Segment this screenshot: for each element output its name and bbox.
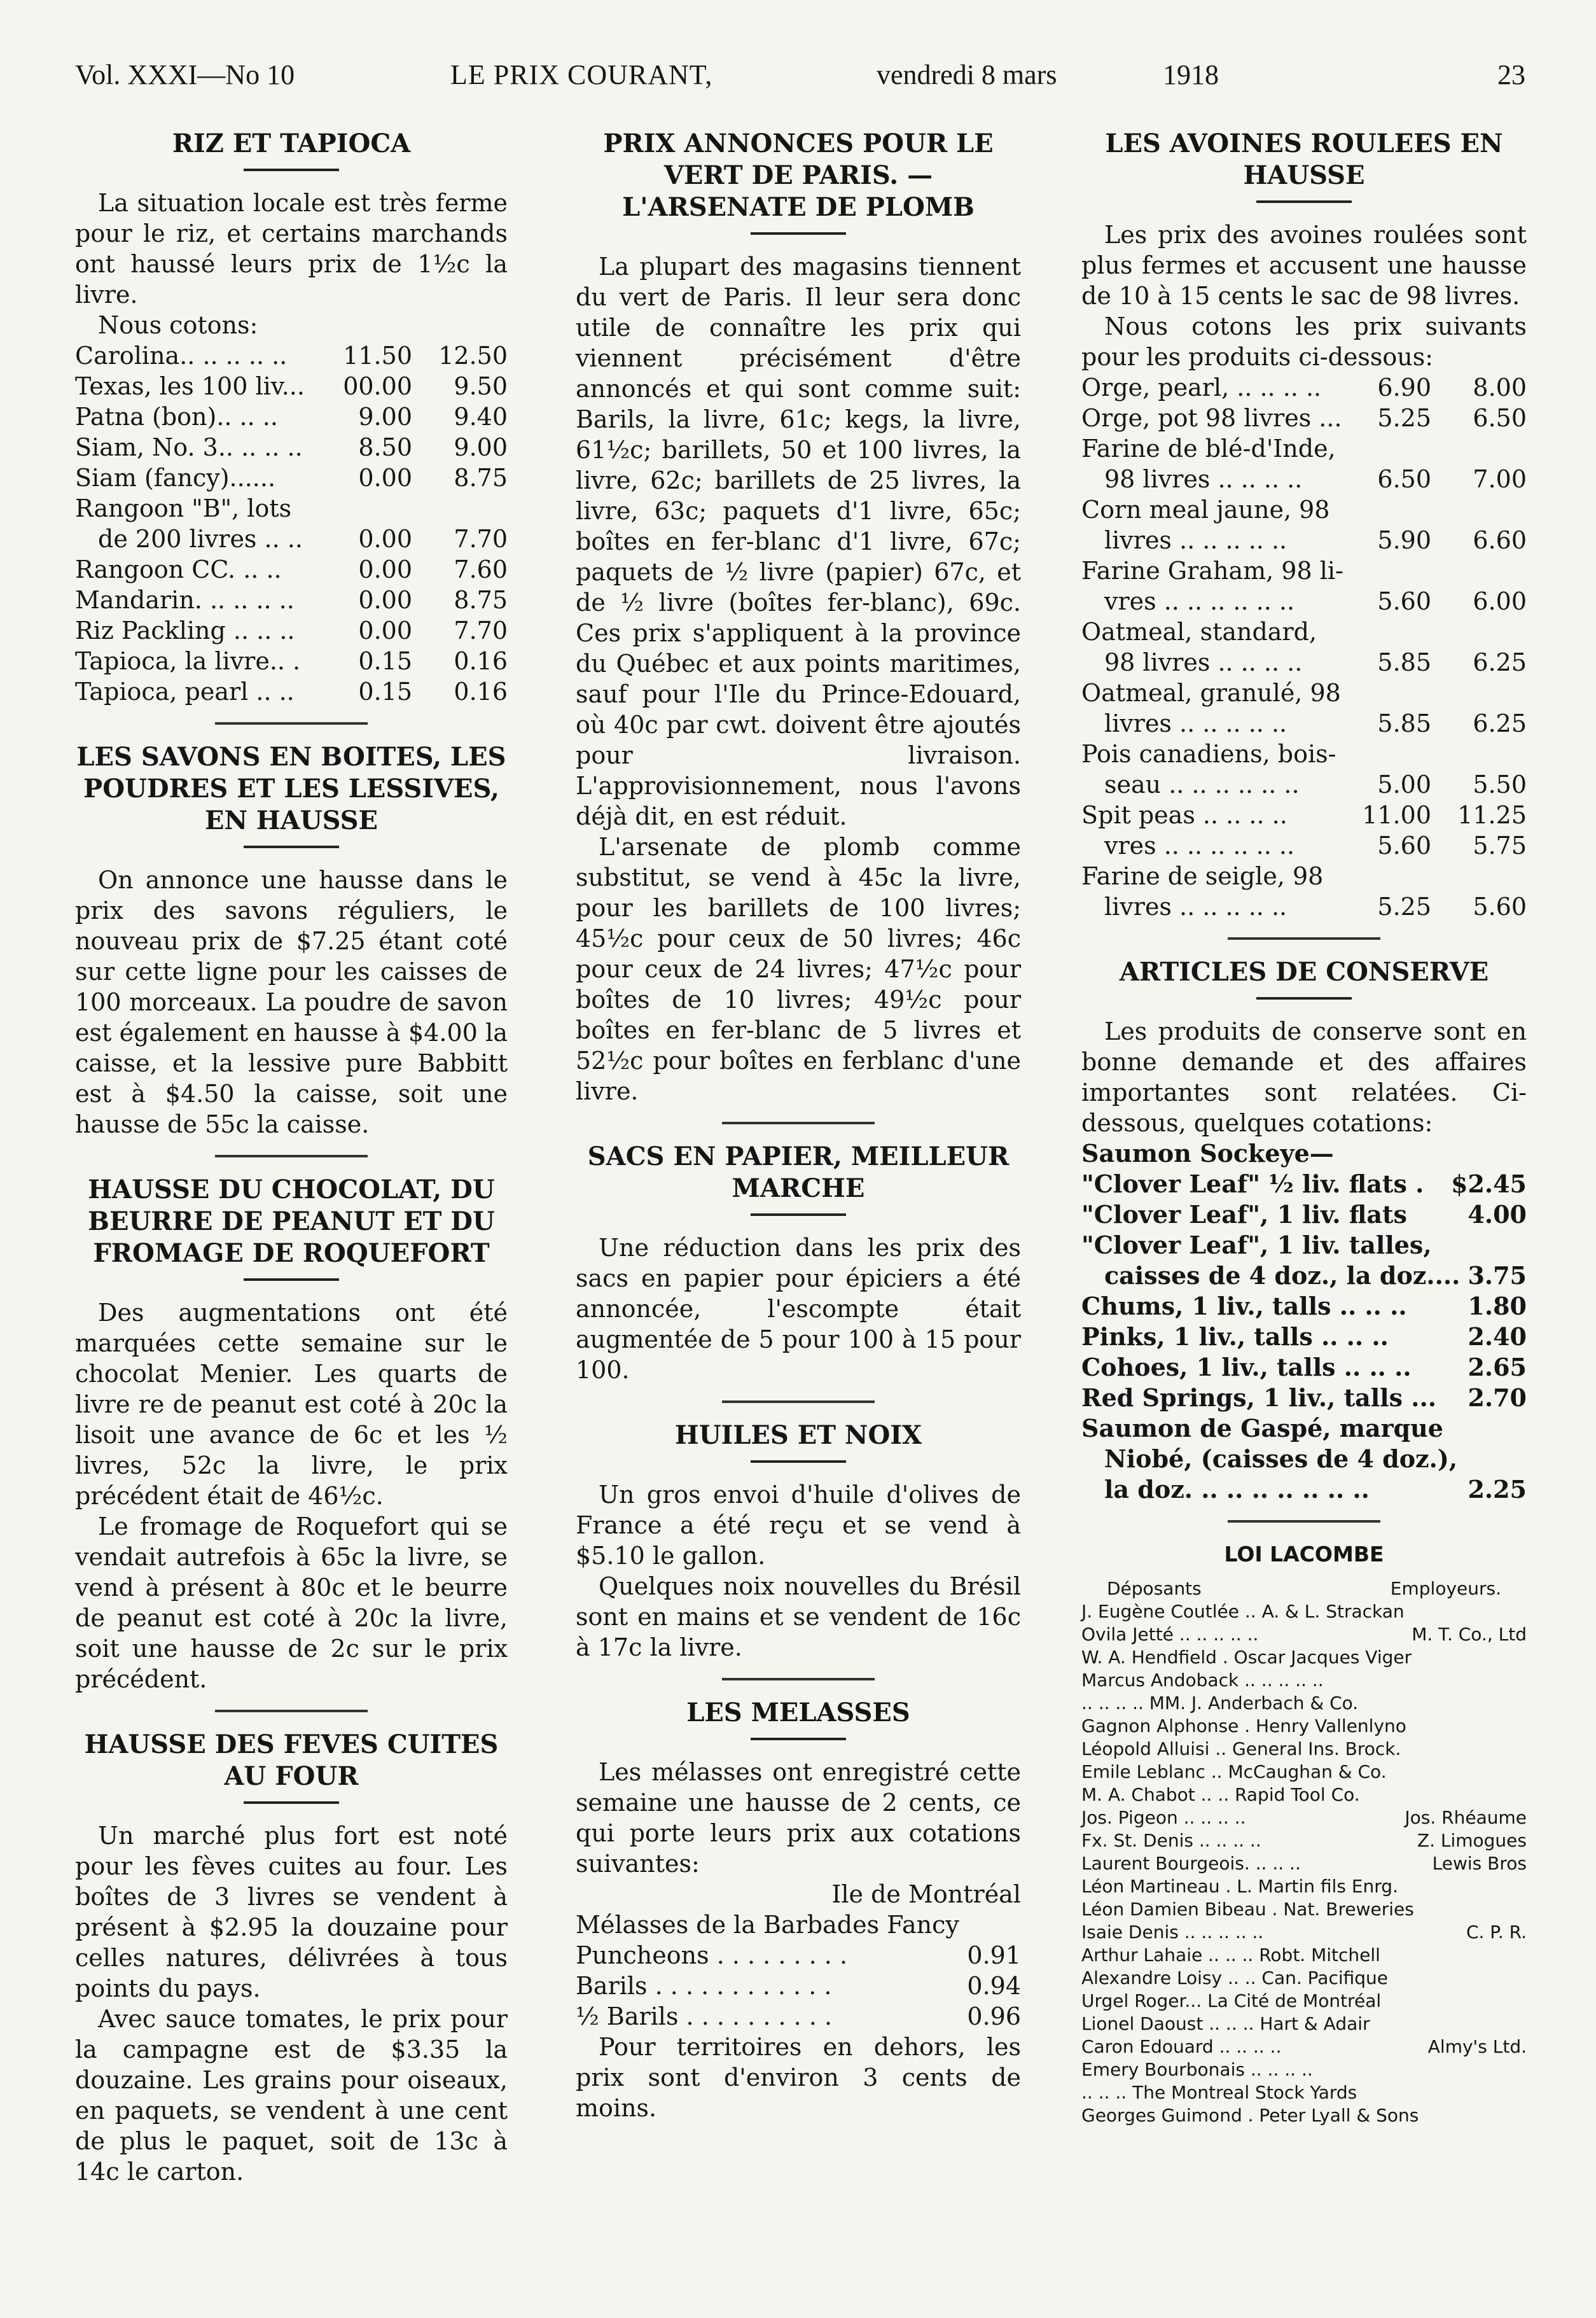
loi-left: Lionel Daoust .. .. .. Hart & Adair <box>1081 2013 1370 2034</box>
loi-right: Z. Limogues <box>1417 1830 1527 1851</box>
price-label: Rangoon "B", lots <box>75 494 292 522</box>
loi-row <box>1081 1738 1527 1761</box>
loi-row <box>1081 2013 1527 2035</box>
melasses-row <box>576 2001 1021 2032</box>
price-low: 0.00 <box>358 525 412 553</box>
price-label: Spit peas .. .. .. .. <box>1081 801 1287 829</box>
price-high: 7.60 <box>454 555 508 583</box>
sacs-text: Une réduction dans les prix des sacs en papier pour épiciers a été annoncée, l'escompte était augmentée de 5 pour 100 à 15 pour 100. <box>576 1234 1021 1384</box>
sacs-heading: SACS EN PAPIER, MEILLEUR MARCHE <box>587 1142 1010 1203</box>
section-separator <box>215 722 368 725</box>
loi-left: .. .. .. The Montreal Stock Yards <box>1081 2082 1357 2103</box>
price-label: seau .. .. .. .. .. .. <box>1104 771 1300 799</box>
price-row <box>75 432 508 463</box>
section-separator <box>722 1400 875 1403</box>
price-high: 0.16 <box>454 678 508 706</box>
price-row <box>75 646 508 676</box>
price-low: 0.00 <box>358 464 412 492</box>
price-label: Siam, No. 3.. .. .. .. <box>75 433 303 461</box>
loi-row <box>1081 2104 1527 2127</box>
price-low: 6.50 <box>1377 465 1431 493</box>
price-high <box>1450 617 1527 647</box>
rule <box>244 1278 339 1281</box>
price-label: Orge, pot 98 livres ... <box>1081 404 1342 432</box>
loi-head-left: Déposants <box>1107 1578 1202 1599</box>
price-high: 5.50 <box>1473 771 1527 799</box>
price-label: livres .. .. .. .. .. <box>1104 893 1287 921</box>
price-label: vres .. .. .. .. .. .. <box>1104 832 1295 860</box>
price-row <box>75 585 508 615</box>
loi-left: Urgel Roger... La Cité de Montréal <box>1081 1990 1382 2011</box>
savons-heading: LES SAVONS EN BOITES, LES POUDRES ET LES LESSIVES, EN HAUSSE <box>76 742 506 835</box>
loi-left: W. A. Hendfield . Oscar Jacques Viger <box>1081 1647 1412 1668</box>
loi-right: C. P. R. <box>1466 1922 1527 1943</box>
price-label: Oatmeal, granulé, 98 <box>1081 679 1341 707</box>
loi-left: Gagnon Alphonse . Henry Vallenlyno <box>1081 1715 1406 1736</box>
price-low: 0.00 <box>358 617 412 645</box>
huiles-text-1: Un gros envoi d'huile d'olives de France a été reçu et se vend à $5.10 le gallon. <box>576 1481 1021 1570</box>
price-low: 0.00 <box>358 586 412 614</box>
conserve-label: "Clover Leaf" ½ liv. flats . <box>1081 1169 1424 1198</box>
price-low <box>1361 739 1431 769</box>
loi-column-headers <box>1081 1577 1527 1600</box>
price-high <box>1450 555 1527 586</box>
price-row <box>75 463 508 493</box>
feves-heading: HAUSSE DES FEVES CUITES AU FOUR <box>84 1729 499 1791</box>
price-row <box>1081 372 1527 403</box>
price-high: 12.50 <box>438 342 508 370</box>
price-row <box>1081 617 1527 647</box>
conserve-label: Saumon de Gaspé, marque <box>1081 1414 1443 1442</box>
price-low: 6.90 <box>1377 374 1431 401</box>
conserves-subhead: Saumon Sockeye— <box>1081 1139 1334 1168</box>
price-label: Oatmeal, standard, <box>1081 618 1317 646</box>
loi-right: M. T. Co., Ltd <box>1412 1624 1527 1645</box>
conserve-label: Cohoes, 1 liv., talls .. .. .. <box>1081 1353 1412 1381</box>
conserves-price-list <box>1081 1169 1527 1505</box>
price-low: 5.25 <box>1377 893 1431 921</box>
rule <box>751 1213 846 1216</box>
conserve-price: 2.65 <box>1468 1353 1527 1381</box>
riz-intro: La situation locale est très ferme pour le riz, et certains marchands ont haussé leurs prix de 1½c la livre. <box>75 189 508 309</box>
loi-left: Laurent Bourgeois. .. .. .. <box>1081 1853 1301 1874</box>
price-row <box>1081 555 1527 586</box>
conserve-row <box>1081 1230 1527 1260</box>
price-label: Farine de seigle, 98 <box>1081 862 1324 890</box>
loi-row <box>1081 1829 1527 1852</box>
price-label: livres .. .. .. .. .. <box>1104 709 1287 737</box>
section-separator <box>215 1155 368 1157</box>
price-high: 7.00 <box>1473 465 1527 493</box>
price-row <box>75 371 508 401</box>
conserve-price: 2.40 <box>1468 1322 1527 1351</box>
avoines-text-1: Les prix des avoines roulées sont plus fermes et accusent une hausse de 10 à 15 cents le sac de 98 livres. <box>1081 221 1527 310</box>
price-label: Farine de blé-d'Inde, <box>1081 435 1336 463</box>
melasses-subhead: Mélasses de la Barbades Fancy <box>576 1911 959 1939</box>
section-separator <box>1228 1520 1380 1523</box>
price-low: 0.15 <box>358 647 412 675</box>
melasses-price: 0.94 <box>967 1972 1021 2000</box>
loi-left: Emile Leblanc .. McCaughan & Co. <box>1081 1761 1387 1782</box>
price-low: 5.00 <box>1377 771 1431 799</box>
price-label: Pois canadiens, bois- <box>1081 740 1336 768</box>
conserves-text: Les produits de conserve sont en bonne demande et des affaires importantes sont relatées. Ci-dessous, quelques cotations: <box>1081 1017 1527 1137</box>
price-low: 5.60 <box>1377 832 1431 860</box>
price-row <box>1081 678 1527 708</box>
price-high <box>1450 494 1527 525</box>
price-row <box>1081 525 1527 555</box>
loi-row <box>1081 1990 1527 2013</box>
price-high: 9.00 <box>454 433 508 461</box>
price-low: 00.00 <box>343 372 412 400</box>
loi-right: Jos. Rhéaume <box>1405 1807 1527 1828</box>
avoines-text-2: Nous cotons les prix suivants pour les produits ci-dessous: <box>1081 312 1527 371</box>
price-row <box>75 615 508 646</box>
loi-row <box>1081 1669 1527 1692</box>
issue-date: vendredi 8 mars <box>877 59 1057 90</box>
loi-list <box>1081 1577 1527 2127</box>
loi-left: Léopold Alluisi .. General Ins. Brock. <box>1081 1738 1401 1759</box>
price-low: 0.15 <box>358 678 412 706</box>
rule <box>751 1738 846 1740</box>
price-row <box>1081 800 1527 830</box>
conserve-row <box>1081 1474 1527 1505</box>
price-row <box>75 524 508 554</box>
price-label: livres .. .. .. .. .. <box>1104 526 1287 554</box>
price-high <box>1450 861 1527 891</box>
feves-text-1: Un marché plus fort est noté pour les fèves cuites au four. Les boîtes de 3 livres se vendent à présent à $2.95 la douzaine pour celles natures, délivrées à tous points du pays. <box>75 1822 508 2002</box>
price-high <box>1450 678 1527 708</box>
loi-row <box>1081 1944 1527 1967</box>
price-label: Riz Packling .. .. .. <box>75 617 295 645</box>
melasses-row <box>576 1940 1021 1971</box>
rule <box>751 1460 846 1463</box>
vert-text-1: La plupart des magasins tiennent du vert de Paris. Il leur sera donc utile de connaître les prix qui viennent précisément d'être annoncés et qui sont comme suit: Barils, la livre, 61c; kegs, la livre, 61½c; barillets, 50 et 100 livres, la livre, 62c; barillets de 25 livres, la livre, 63c; paquets d'1 livre, 65c; boîtes en fer-blanc d'1 livre, 67c; paquets de ½ livre (papier) 67c, et de ½ livre (boîtes fer-blanc), 69c. Ces prix s'appliquent à la province du Québec et aux points maritimes, sauf pour l'Ile du Prince-Edouard, où 40c par cwt. doivent être ajoutés pour livraison. L'approvisionnement, nous l'avons déjà dit, en est réduit. <box>576 253 1021 830</box>
melasses-row <box>576 1971 1021 2001</box>
price-row <box>1081 403 1527 433</box>
price-high: 8.75 <box>454 464 508 492</box>
column-1 <box>75 124 508 2187</box>
price-row <box>75 493 508 524</box>
volume-label: Vol. XXXI—No 10 <box>75 59 295 90</box>
loi-row <box>1081 1784 1527 1806</box>
savons-text: On annonce une hausse dans le prix des savons réguliers, le nouveau prix de $7.25 étant coté sur cette ligne pour les caisses de 100 morceaux. La poudre de savon est également en hausse à $4.00 la caisse, et la lessive pure Babbitt est à $4.50 la caisse, soit une hausse de 55c la caisse. <box>75 866 508 1138</box>
loi-heading: LOI LACOMBE <box>1224 1542 1384 1567</box>
section-separator <box>215 1710 368 1712</box>
loi-row <box>1081 1967 1527 1990</box>
chocolat-text-2: Le fromage de Roquefort qui se vendait autrefois à 65c la livre, se vend à présent à 80c et le beurre de peanut est coté à 20c la livre, soit une hausse de 2c sur le prix précédent. <box>75 1512 508 1693</box>
price-high <box>1450 433 1527 464</box>
loi-left: Marcus Andoback .. .. .. .. .. <box>1081 1670 1324 1691</box>
huiles-heading: HUILES ET NOIX <box>674 1420 922 1450</box>
loi-row <box>1081 1761 1527 1784</box>
conserve-price: 3.75 <box>1468 1261 1527 1290</box>
conserve-row <box>1081 1322 1527 1352</box>
price-low <box>1361 433 1431 464</box>
price-row <box>1081 586 1527 617</box>
avoines-heading: LES AVOINES ROULEES EN HAUSSE <box>1105 129 1503 190</box>
melasses-label: Puncheons . . . . . . . . . <box>576 1941 848 1969</box>
loi-left: Georges Guimond . Peter Lyall & Sons <box>1081 2105 1419 2126</box>
conserve-price: $2.45 <box>1451 1169 1527 1198</box>
chocolat-heading: HAUSSE DU CHOCOLAT, DU BEURRE DE PEANUT ET DU FROMAGE DE ROQUEFORT <box>88 1175 495 1268</box>
price-row <box>75 340 508 371</box>
price-label: 98 livres .. .. .. .. <box>1104 465 1303 493</box>
price-high: 11.25 <box>1457 801 1527 829</box>
loi-left: Emery Bourbonais .. .. .. .. <box>1081 2059 1313 2080</box>
price-high: 9.40 <box>454 403 508 431</box>
loi-row <box>1081 2035 1527 2058</box>
price-label: Texas, les 100 liv... <box>75 372 305 400</box>
loi-row <box>1081 1715 1527 1738</box>
price-high: 6.50 <box>1473 404 1527 432</box>
feves-text-2: Avec sauce tomates, le prix pour la campagne est de $3.35 la douzaine. Les grains pour oiseaux, en paquets, se vendent à une cent de plus le paquet, soit de 13c à 14c le carton. <box>75 2005 508 2186</box>
price-label: de 200 livres .. .. <box>98 525 303 553</box>
rule <box>1256 997 1352 1000</box>
price-high: 6.25 <box>1473 709 1527 737</box>
price-low: 11.00 <box>1362 801 1431 829</box>
price-label: Corn meal jaune, 98 <box>1081 496 1330 524</box>
price-low: 11.50 <box>343 342 412 370</box>
conserve-row <box>1081 1260 1527 1291</box>
journal-title: LE PRIX COURANT, <box>450 59 713 90</box>
loi-left: Arthur Lahaie .. .. .. Robt. Mitchell <box>1081 1944 1380 1965</box>
loi-row <box>1081 1646 1527 1669</box>
price-high <box>431 493 508 524</box>
riz-price-table <box>75 340 508 707</box>
price-row <box>1081 494 1527 525</box>
loi-row <box>1081 2058 1527 2081</box>
loi-left: Léon Damien Bibeau . Nat. Breweries <box>1081 1899 1414 1920</box>
loi-right: Lewis Bros <box>1432 1853 1527 1874</box>
price-high: 6.60 <box>1473 526 1527 554</box>
price-high: 6.25 <box>1473 648 1527 676</box>
issue-year: 1918 <box>1163 59 1219 90</box>
price-low: 5.85 <box>1377 709 1431 737</box>
loi-right: Almy's Ltd. <box>1427 2036 1527 2057</box>
conserve-price: 1.80 <box>1468 1292 1527 1320</box>
loi-left: .. .. .. .. MM. J. Anderbach & Co. <box>1081 1693 1359 1714</box>
price-label: Rangoon CC. .. .. <box>75 555 282 583</box>
conserve-row <box>1081 1291 1527 1322</box>
price-low <box>1361 555 1431 586</box>
loi-head-right: Employeurs. <box>1390 1578 1501 1599</box>
riz-nous-cotons: Nous cotons: <box>98 311 258 339</box>
price-label: Tapioca, pearl .. .. <box>75 678 295 706</box>
price-row <box>1081 433 1527 464</box>
loi-left: Ovila Jetté .. .. .. .. .. <box>1081 1624 1259 1645</box>
price-label: Patna (bon).. .. .. <box>75 403 278 431</box>
conserve-label: "Clover Leaf", 1 liv. talles, <box>1081 1231 1432 1259</box>
page-header <box>75 59 1525 103</box>
avoines-price-table <box>1081 372 1527 922</box>
price-high: 0.16 <box>454 647 508 675</box>
conserve-row <box>1081 1199 1527 1230</box>
price-label: Farine Graham, 98 li- <box>1081 557 1343 585</box>
price-label: Mandarin. .. .. .. .. <box>75 586 295 614</box>
price-row <box>1081 830 1527 861</box>
conserve-label: Niobé, (caisses de 4 doz.), <box>1104 1444 1458 1473</box>
conserve-label: "Clover Leaf", 1 liv. flats <box>1081 1200 1407 1229</box>
loi-row <box>1081 1852 1527 1875</box>
price-low: 5.85 <box>1377 648 1431 676</box>
price-low: 8.50 <box>358 433 412 461</box>
chocolat-text-1: Des augmentations ont été marquées cette semaine sur le chocolat Menier. Les quarts de livre re de peanut est coté à 20c la lisoit une avance de 6c et les ½ livres, 52c la livre, le prix précédent était de 46½c. <box>75 1299 508 1510</box>
loi-left: Fx. St. Denis .. .. .. .. <box>1081 1830 1261 1851</box>
price-high: 9.50 <box>454 372 508 400</box>
loi-left: Caron Edouard .. .. .. .. <box>1081 2036 1282 2057</box>
price-low: 5.90 <box>1377 526 1431 554</box>
melasses-price: 0.96 <box>967 2002 1021 2030</box>
price-row <box>75 401 508 432</box>
loi-row <box>1081 1692 1527 1715</box>
price-row <box>1081 739 1527 769</box>
melasses-heading: LES MELASSES <box>686 1698 910 1728</box>
section-separator <box>722 1122 875 1124</box>
conserve-label: Red Springs, 1 liv., talls ... <box>1081 1383 1436 1412</box>
price-row <box>1081 647 1527 678</box>
conserve-price: 4.00 <box>1468 1200 1527 1229</box>
conserve-label: Pinks, 1 liv., talls .. .. .. <box>1081 1322 1389 1351</box>
melasses-label: Barils . . . . . . . . . . . . <box>576 1972 832 2000</box>
price-high: 7.70 <box>454 617 508 645</box>
price-low: 0.00 <box>358 555 412 583</box>
price-row <box>1081 464 1527 494</box>
price-low <box>1361 494 1431 525</box>
conserve-row <box>1081 1352 1527 1383</box>
column-2 <box>576 124 1021 2123</box>
rule <box>244 169 339 171</box>
loi-row <box>1081 1806 1527 1829</box>
price-row <box>1081 891 1527 922</box>
page-number: 23 <box>1497 59 1525 90</box>
conserve-row <box>1081 1169 1527 1199</box>
section-separator <box>722 1678 875 1680</box>
conserve-row <box>1081 1444 1527 1474</box>
price-row <box>1081 861 1527 891</box>
price-label: Orge, pearl, .. .. .. .. <box>1081 374 1322 401</box>
price-low <box>1361 678 1431 708</box>
loi-left: Isaie Denis .. .. .. .. .. <box>1081 1922 1264 1943</box>
melasses-price: 0.91 <box>967 1941 1021 1969</box>
vert-heading: PRIX ANNONCES POUR LE VERT DE PARIS. — L'ARSENATE DE PLOMB <box>603 129 994 222</box>
loi-row <box>1081 2081 1527 2104</box>
column-3 <box>1081 124 1527 2127</box>
price-low <box>342 493 412 524</box>
loi-row <box>1081 1921 1527 1944</box>
price-high: 6.00 <box>1473 587 1527 615</box>
conserve-label: la doz. .. .. .. .. .. .. .. <box>1104 1475 1370 1504</box>
conserve-label: Chums, 1 liv., talls .. .. .. <box>1081 1292 1407 1320</box>
price-low: 5.60 <box>1377 587 1431 615</box>
price-row <box>1081 769 1527 800</box>
melasses-text: Les mélasses ont enregistré cette semaine une hausse de 2 cents, ce qui porte leurs prix aux cotations suivantes: <box>576 1758 1021 1878</box>
loi-left: Alexandre Loisy .. .. Can. Pacifique <box>1081 1967 1389 1988</box>
rule <box>244 1801 339 1804</box>
rule <box>1256 200 1352 203</box>
loi-row <box>1081 1600 1527 1623</box>
conserve-label: caisses de 4 doz., la doz.... <box>1104 1261 1461 1290</box>
price-high: 8.75 <box>454 586 508 614</box>
conserve-row <box>1081 1413 1527 1444</box>
rule <box>751 232 846 235</box>
price-high: 5.75 <box>1473 832 1527 860</box>
price-low: 9.00 <box>358 403 412 431</box>
loi-row <box>1081 1898 1527 1921</box>
price-label: Carolina.. .. .. .. .. <box>75 342 288 370</box>
loi-row <box>1081 1875 1527 1898</box>
vert-text-2: L'arsenate de plomb comme substitut, se vend à 45c la livre, pour les barillets de 100 livres; 45½c pour ceux de 50 livres; 46c pour ceux de 24 livres; 47½c pour boîtes de 10 livres; 49½c pour boîtes en fer-blanc de 5 livres et 52½c pour boîtes en ferblanc d'une livre. <box>576 833 1021 1105</box>
price-label: Siam (fancy)...... <box>75 464 276 492</box>
price-low <box>1361 861 1431 891</box>
section-separator <box>1228 937 1380 940</box>
price-label: vres .. .. .. .. .. .. <box>1104 587 1295 615</box>
melasses-footer: Pour territoires en dehors, les prix sont d'environ 3 cents de moins. <box>576 2033 1021 2122</box>
price-low: 5.25 <box>1377 404 1431 432</box>
rule <box>244 846 339 848</box>
loi-left: Jos. Pigeon .. .. .. .. <box>1081 1807 1246 1828</box>
price-high <box>1450 739 1527 769</box>
loi-left: M. A. Chabot .. .. Rapid Tool Co. <box>1081 1784 1360 1805</box>
price-row <box>75 554 508 585</box>
melasses-label: ½ Barils . . . . . . . . . . <box>576 2002 833 2030</box>
loi-left: J. Eugène Coutlée .. A. & L. Strackan <box>1081 1601 1405 1622</box>
price-low <box>1361 617 1431 647</box>
price-high: 5.60 <box>1473 893 1527 921</box>
huiles-text-2: Quelques noix nouvelles du Brésil sont en mains et se vendent de 16c à 17c la livre. <box>576 1572 1021 1661</box>
price-label: 98 livres .. .. .. .. <box>1104 648 1303 676</box>
price-high: 7.70 <box>454 525 508 553</box>
conserve-price: 2.70 <box>1468 1383 1527 1412</box>
loi-row <box>1081 1623 1527 1646</box>
price-label: Tapioca, la livre.. . <box>75 647 301 675</box>
loi-left: Léon Martineau . L. Martin fils Enrg. <box>1081 1876 1398 1897</box>
melasses-column-label: Ile de Montréal <box>831 1880 1021 1908</box>
price-row <box>75 676 508 707</box>
conserve-price: 2.25 <box>1468 1475 1527 1504</box>
price-high: 8.00 <box>1473 374 1527 401</box>
conserve-row <box>1081 1383 1527 1413</box>
riz-heading: RIZ ET TAPIOCA <box>172 129 411 158</box>
price-row <box>1081 708 1527 739</box>
conserves-heading: ARTICLES DE CONSERVE <box>1119 957 1489 987</box>
